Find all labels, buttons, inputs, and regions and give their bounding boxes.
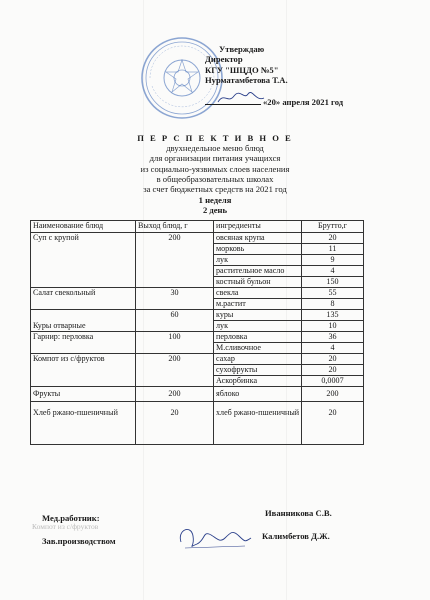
day-label: 2 день [202,204,228,215]
output-cell: 30 [136,288,214,310]
output-cell: 200 [136,354,214,387]
ingredient-cell: сухофрукты [214,365,302,376]
dish-cell: Фрукты [31,387,136,402]
approval-line: Нурматамбетова Т.А. [205,75,288,86]
dish-cell: Суп с крупой [31,233,136,288]
brutto-cell: 135 [302,310,364,321]
approval-block [205,44,288,86]
week-day-heading [60,196,370,215]
title-line: в общеобразовательных школах [156,173,274,184]
table-row [31,233,364,244]
ingredient-cell: Аскорбинка [214,376,302,387]
ingredient-cell: костный бульон [214,277,302,288]
approval-line: Директор [205,54,243,65]
table-row [31,354,364,365]
title-line: для организации питания учащихся [149,153,281,164]
brutto-cell: 0,0007 [302,376,364,387]
dish-cell: Гарнир: перловка [31,332,136,354]
brutto-cell: 4 [302,343,364,354]
brutto-cell: 150 [302,277,364,288]
output-cell: 60 [136,310,214,332]
title-word: П Е Р С П Е К Т И В Н О Е [137,133,293,143]
brutto-cell: 200 [302,387,364,402]
brutto-cell: 55 [302,288,364,299]
approval-date-text: «20» апреля 2021 год [263,97,344,107]
brutto-cell: 8 [302,299,364,310]
table-row [31,402,364,445]
dish-cell: Хлеб ржано-пшеничный [31,402,136,445]
brutto-cell: 11 [302,244,364,255]
table-row [31,332,364,343]
title-line: за счет бюджетных средств на 2021 год [143,184,287,195]
title-line: из социально-уязвимых слоев населения [140,163,290,174]
brutto-cell: 20 [302,402,364,445]
production-head-name: Калимбетов Д.Ж. [262,531,330,541]
column-header: Наименование блюд [31,221,136,233]
dish-cell: Компот из с/фруктов [31,354,136,387]
ingredient-cell: лук [214,321,302,332]
document-title [60,133,370,194]
column-header: Брутто,г [302,221,364,233]
ingredient-cell: яблоко [214,387,302,402]
production-head-label: Зав.производством [42,536,116,546]
approval-line: Утверждаю [219,44,265,54]
ingredient-cell: м.растит [214,299,302,310]
output-cell: 100 [136,332,214,354]
approval-line: КГУ "ШЦДО №5" [205,64,279,75]
brutto-cell: 20 [302,354,364,365]
ingredient-cell: хлеб ржано-пшеничный [214,402,302,445]
brutto-cell: 10 [302,321,364,332]
ingredient-cell: растительное масло [214,266,302,277]
ingredient-cell: перловка [214,332,302,343]
output-cell: 200 [136,233,214,288]
ingredient-cell: сахар [214,354,302,365]
title-line: двухнедельное меню блюд [166,143,264,154]
ingredient-cell: лук [214,255,302,266]
brutto-cell: 9 [302,255,364,266]
ingredient-cell: куры [214,310,302,321]
ingredient-cell: морковь [214,244,302,255]
med-worker-name: Иванникова С.В. [265,508,332,518]
med-worker-label: Мед.работник: [42,513,100,523]
brutto-cell: 4 [302,266,364,277]
approval-date [205,97,343,107]
brutto-cell: 36 [302,332,364,343]
table-row [31,288,364,299]
column-header: ингредиенты [214,221,302,233]
column-header: Выход блюд, г [136,221,214,233]
bleed-through-text: Компот из с/фруктов [32,522,99,531]
output-cell: 200 [136,387,214,402]
table-row [31,387,364,402]
dish-cell: Куры отварные [31,310,136,332]
ingredient-cell: свекла [214,288,302,299]
output-cell: 20 [136,402,214,445]
dish-cell: Салат свекольный [31,288,136,310]
ingredient-cell: М.сливочное [214,343,302,354]
menu-table [30,220,364,445]
ingredient-cell: овсяная крупа [214,233,302,244]
brutto-cell: 20 [302,233,364,244]
week-label: 1 неделя [198,195,232,205]
signature-icon [175,520,255,554]
brutto-cell: 20 [302,365,364,376]
table-header-row [31,221,364,233]
table-row [31,310,364,321]
